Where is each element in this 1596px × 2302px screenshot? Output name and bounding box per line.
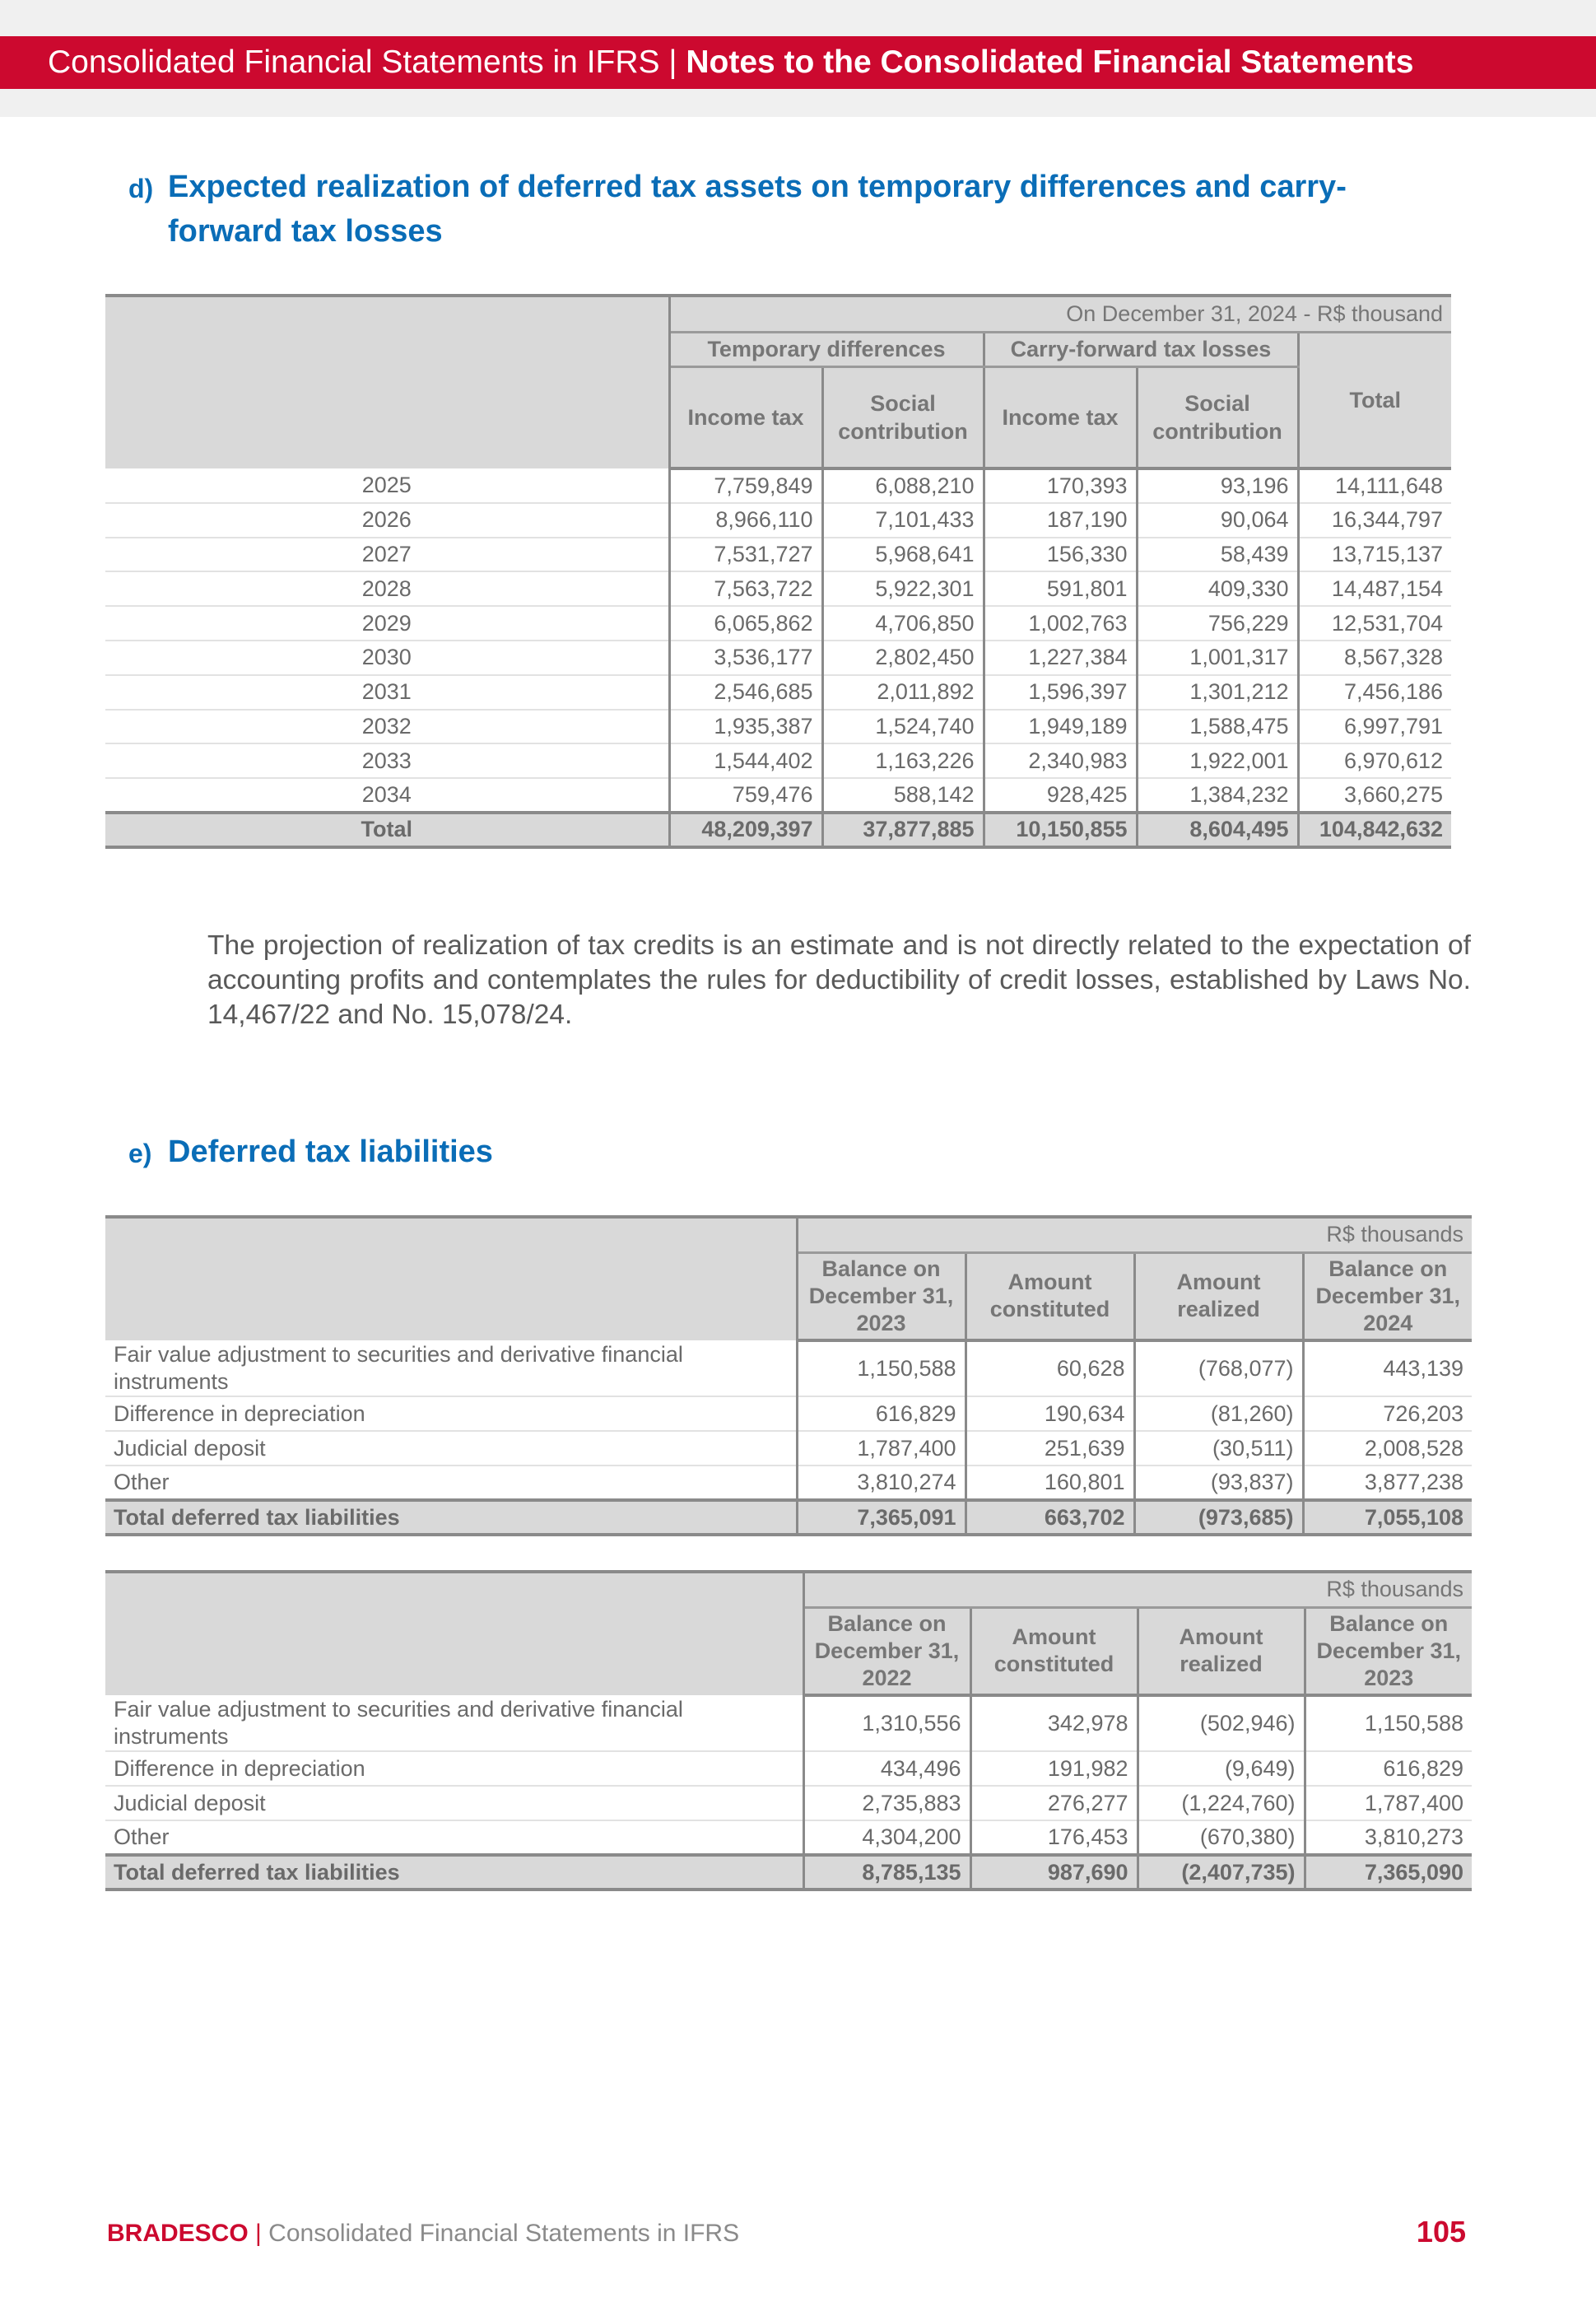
table-cell: 616,829 (797, 1396, 966, 1431)
table-cell: 756,229 (1137, 606, 1298, 641)
table-cell: 2,546,685 (669, 675, 822, 710)
table-cell: 3,810,273 (1305, 1820, 1472, 1855)
header-banner (0, 36, 1596, 89)
row-label: Fair value adjustment to securities and derivative financial instruments (105, 1695, 803, 1751)
total-cell: (973,685) (1134, 1500, 1303, 1535)
table-row (105, 1786, 1472, 1820)
table-cell: 7,531,727 (669, 538, 822, 572)
table-cell: 14,111,648 (1298, 468, 1451, 503)
table-cell: 1,002,763 (984, 606, 1137, 641)
header-blank-cell (105, 1572, 803, 1695)
row-year: 2027 (105, 538, 669, 572)
footer (107, 2217, 739, 2250)
table-cell: 3,810,274 (797, 1466, 966, 1500)
deferred-tax-liabilities-2024-table (105, 1215, 1472, 1536)
table-cell: 591,801 (984, 571, 1137, 606)
total-cell: (2,407,735) (1138, 1855, 1305, 1890)
table-cell: 2,802,450 (822, 641, 984, 675)
table-cell: 60,628 (966, 1340, 1134, 1396)
table-cell: (30,511) (1134, 1431, 1303, 1466)
table-row (105, 1396, 1472, 1431)
table-cell: (1,224,760) (1138, 1786, 1305, 1820)
total-cell: 7,365,091 (797, 1500, 966, 1535)
table-cell: 6,065,862 (669, 606, 822, 641)
row-year: 2034 (361, 782, 412, 808)
table-cell: 176,453 (970, 1820, 1138, 1855)
table-cell: 8,966,110 (669, 503, 822, 538)
row-year: 2026 (105, 503, 669, 538)
table-cell: (9,649) (1138, 1751, 1305, 1786)
table-cell: 588,142 (822, 778, 984, 813)
table-cell: 1,301,212 (1137, 675, 1298, 710)
header-underband (0, 89, 1596, 117)
row-year: 2025 (105, 468, 669, 503)
total-cell: 987,690 (970, 1855, 1138, 1890)
section-d-letter: d) (128, 174, 154, 203)
group-header-temporary: Temporary differences (669, 332, 984, 366)
table-cell: 7,101,433 (822, 503, 984, 538)
table-row (105, 1431, 1472, 1466)
table-cell: 3,536,177 (669, 641, 822, 675)
column-header: Balance on December 31, 2024 (1303, 1252, 1472, 1340)
table-cell: 8,567,328 (1298, 641, 1451, 675)
column-header: Balance on December 31, 2023 (797, 1252, 966, 1340)
table-cell: 2,011,892 (822, 675, 984, 710)
table-cell: 1,384,232 (1137, 778, 1298, 813)
table-cell: 6,997,791 (1298, 710, 1451, 744)
total-cell: 7,365,090 (1305, 1855, 1472, 1890)
table-row (105, 710, 1451, 744)
table-cell: 12,531,704 (1298, 606, 1451, 641)
column-header: Social contribution (822, 366, 984, 468)
table-cell: 409,330 (1137, 571, 1298, 606)
row-year: 2033 (105, 743, 669, 778)
table-cell: 616,829 (1305, 1751, 1472, 1786)
table-cell: 58,439 (1137, 538, 1298, 572)
group-header-carry-forward: Carry-forward tax losses (984, 332, 1298, 366)
table-cell: 13,715,137 (1298, 538, 1451, 572)
total-label: Total (105, 813, 669, 847)
table-cell: 1,001,317 (1137, 641, 1298, 675)
table-cell: 4,304,200 (803, 1820, 970, 1855)
table-row (105, 641, 1451, 675)
table-cell: 191,982 (970, 1751, 1138, 1786)
table-row (105, 1695, 1472, 1751)
page-number: 105 (1416, 2215, 1466, 2248)
table-cell: 7,759,849 (669, 468, 822, 503)
table-cell: 726,203 (1303, 1396, 1472, 1431)
row-year: 2028 (105, 571, 669, 606)
table-cell: 4,706,850 (822, 606, 984, 641)
table-cell: 1,163,226 (822, 743, 984, 778)
table-cell: 7,456,186 (1298, 675, 1451, 710)
table-row (105, 538, 1451, 572)
column-header: Amount constituted (970, 1607, 1138, 1695)
section-e-title (128, 1130, 493, 1174)
table-cell: (768,077) (1134, 1340, 1303, 1396)
column-header: Income tax (669, 366, 822, 468)
total-cell: 104,842,632 (1298, 813, 1451, 847)
section-e-letter: e) (128, 1139, 152, 1168)
table-row (105, 606, 1451, 641)
total-row (105, 1500, 1472, 1535)
column-header: Income tax (984, 366, 1137, 468)
table-cell: 5,968,641 (822, 538, 984, 572)
table-row (105, 1340, 1472, 1396)
table-cell: 1,588,475 (1137, 710, 1298, 744)
table-cell: 3,660,275 (1298, 778, 1451, 813)
table-cell: 1,949,189 (984, 710, 1137, 744)
table-caption: R$ thousands (797, 1217, 1472, 1252)
table-cell: 276,277 (970, 1786, 1138, 1820)
table-row (105, 571, 1451, 606)
section-d-title (128, 165, 1347, 254)
row-year: 2030 (105, 641, 669, 675)
row-year: 2029 (105, 606, 669, 641)
total-cell: 48,209,397 (669, 813, 822, 847)
total-cell: 37,877,885 (822, 813, 984, 847)
table-row (105, 778, 1451, 813)
table-cell: 14,487,154 (1298, 571, 1451, 606)
table-cell: (670,380) (1138, 1820, 1305, 1855)
table-caption: R$ thousands (803, 1572, 1472, 1607)
table-cell: 251,639 (966, 1431, 1134, 1466)
footer-text: Consolidated Financial Statements in IFRS (268, 2220, 740, 2247)
table-row (105, 1751, 1472, 1786)
table-cell: 170,393 (984, 468, 1137, 503)
table-cell: 1,310,556 (803, 1695, 970, 1751)
header-blank-cell (105, 1217, 797, 1340)
table-cell: 90,064 (1137, 503, 1298, 538)
table-cell: 93,196 (1137, 468, 1298, 503)
table-cell: 1,150,588 (1305, 1695, 1472, 1751)
footer-separator: | (248, 2220, 269, 2247)
column-header: Social contribution (1137, 366, 1298, 468)
table-row (105, 503, 1451, 538)
deferred-tax-liabilities-2023-table (105, 1570, 1472, 1891)
row-label: Fair value adjustment to securities and derivative financial instruments (105, 1340, 797, 1396)
section-d-title-line1: Expected realization of deferred tax assets on temporary differences and carry- (168, 170, 1347, 204)
footer-brand: BRADESCO (107, 2220, 249, 2247)
table-cell: 759,476 (669, 778, 822, 813)
table-cell: 1,922,001 (1137, 743, 1298, 778)
row-label: Difference in depreciation (105, 1396, 797, 1431)
table-cell: 16,344,797 (1298, 503, 1451, 538)
total-cell: 663,702 (966, 1500, 1134, 1535)
total-cell: 10,150,855 (984, 813, 1137, 847)
table-cell: (502,946) (1138, 1695, 1305, 1751)
table-cell: 3,877,238 (1303, 1466, 1472, 1500)
table-cell: 1,935,387 (669, 710, 822, 744)
table-row (105, 675, 1451, 710)
total-row (105, 813, 1451, 847)
table-cell: 2,340,983 (984, 743, 1137, 778)
row-label: Judicial deposit (105, 1431, 797, 1466)
total-row (105, 1855, 1472, 1890)
table-cell: 1,524,740 (822, 710, 984, 744)
total-label: Total deferred tax liabilities (105, 1855, 803, 1890)
top-margin (0, 0, 1596, 36)
total-cell: 8,785,135 (803, 1855, 970, 1890)
column-header: Balance on December 31, 2023 (1305, 1607, 1472, 1695)
column-header: Balance on December 31, 2022 (803, 1607, 970, 1695)
section-e-title-text: Deferred tax liabilities (168, 1135, 493, 1169)
table-row (105, 468, 1451, 503)
table-row (105, 1466, 1472, 1500)
section-d-title-line2: forward tax losses (168, 214, 443, 249)
row-label: Other (114, 1824, 170, 1849)
table-cell: 160,801 (966, 1466, 1134, 1500)
column-header-total: Total (1298, 332, 1451, 468)
deferred-tax-assets-table (105, 294, 1451, 849)
table-cell: (81,260) (1134, 1396, 1303, 1431)
header-blank-cell (105, 296, 669, 468)
table-cell: 6,970,612 (1298, 743, 1451, 778)
table-cell: 190,634 (966, 1396, 1134, 1431)
table-cell: 2,735,883 (803, 1786, 970, 1820)
table-cell: 928,425 (984, 778, 1137, 813)
table-row (105, 1820, 1472, 1855)
table-cell: 187,190 (984, 503, 1137, 538)
table-cell: 7,563,722 (669, 571, 822, 606)
table-cell: 5,922,301 (822, 571, 984, 606)
table-cell: 1,787,400 (797, 1431, 966, 1466)
row-year: 2031 (105, 675, 669, 710)
table-cell: 1,150,588 (797, 1340, 966, 1396)
table-cell: 1,787,400 (1305, 1786, 1472, 1820)
column-header: Amount constituted (966, 1252, 1134, 1340)
header-title-prefix: Consolidated Financial Statements in IFRS | (48, 44, 686, 80)
table-cell: 434,496 (803, 1751, 970, 1786)
table-cell: 443,139 (1303, 1340, 1472, 1396)
column-header: Amount realized (1138, 1607, 1305, 1695)
table-row (105, 743, 1451, 778)
table-cell: (93,837) (1134, 1466, 1303, 1500)
table-cell: 156,330 (984, 538, 1137, 572)
header-title-bold: Notes to the Consolidated Financial Statements (686, 44, 1414, 80)
table-caption: On December 31, 2024 - R$ thousand (669, 296, 1451, 332)
row-label: Other (114, 1470, 170, 1494)
table-cell: 342,978 (970, 1695, 1138, 1751)
table-cell: 2,008,528 (1303, 1431, 1472, 1466)
table-cell: 1,544,402 (669, 743, 822, 778)
total-cell: 8,604,495 (1137, 813, 1298, 847)
total-cell: 7,055,108 (1303, 1500, 1472, 1535)
row-label: Judicial deposit (105, 1786, 803, 1820)
column-header: Amount realized (1134, 1252, 1303, 1340)
table-cell: 1,596,397 (984, 675, 1137, 710)
row-year: 2032 (105, 710, 669, 744)
explanatory-paragraph: The projection of realization of tax credits is an estimate and is not directly related to the expectation of accounting profits and contemplates the rules for deductibility of credit losses, established by Laws No. 14,467/22 and No. 15,078/24. (207, 930, 1471, 1030)
table-cell: 1,227,384 (984, 641, 1137, 675)
row-label: Difference in depreciation (105, 1751, 803, 1786)
total-label: Total deferred tax liabilities (105, 1500, 797, 1535)
table-cell: 6,088,210 (822, 468, 984, 503)
